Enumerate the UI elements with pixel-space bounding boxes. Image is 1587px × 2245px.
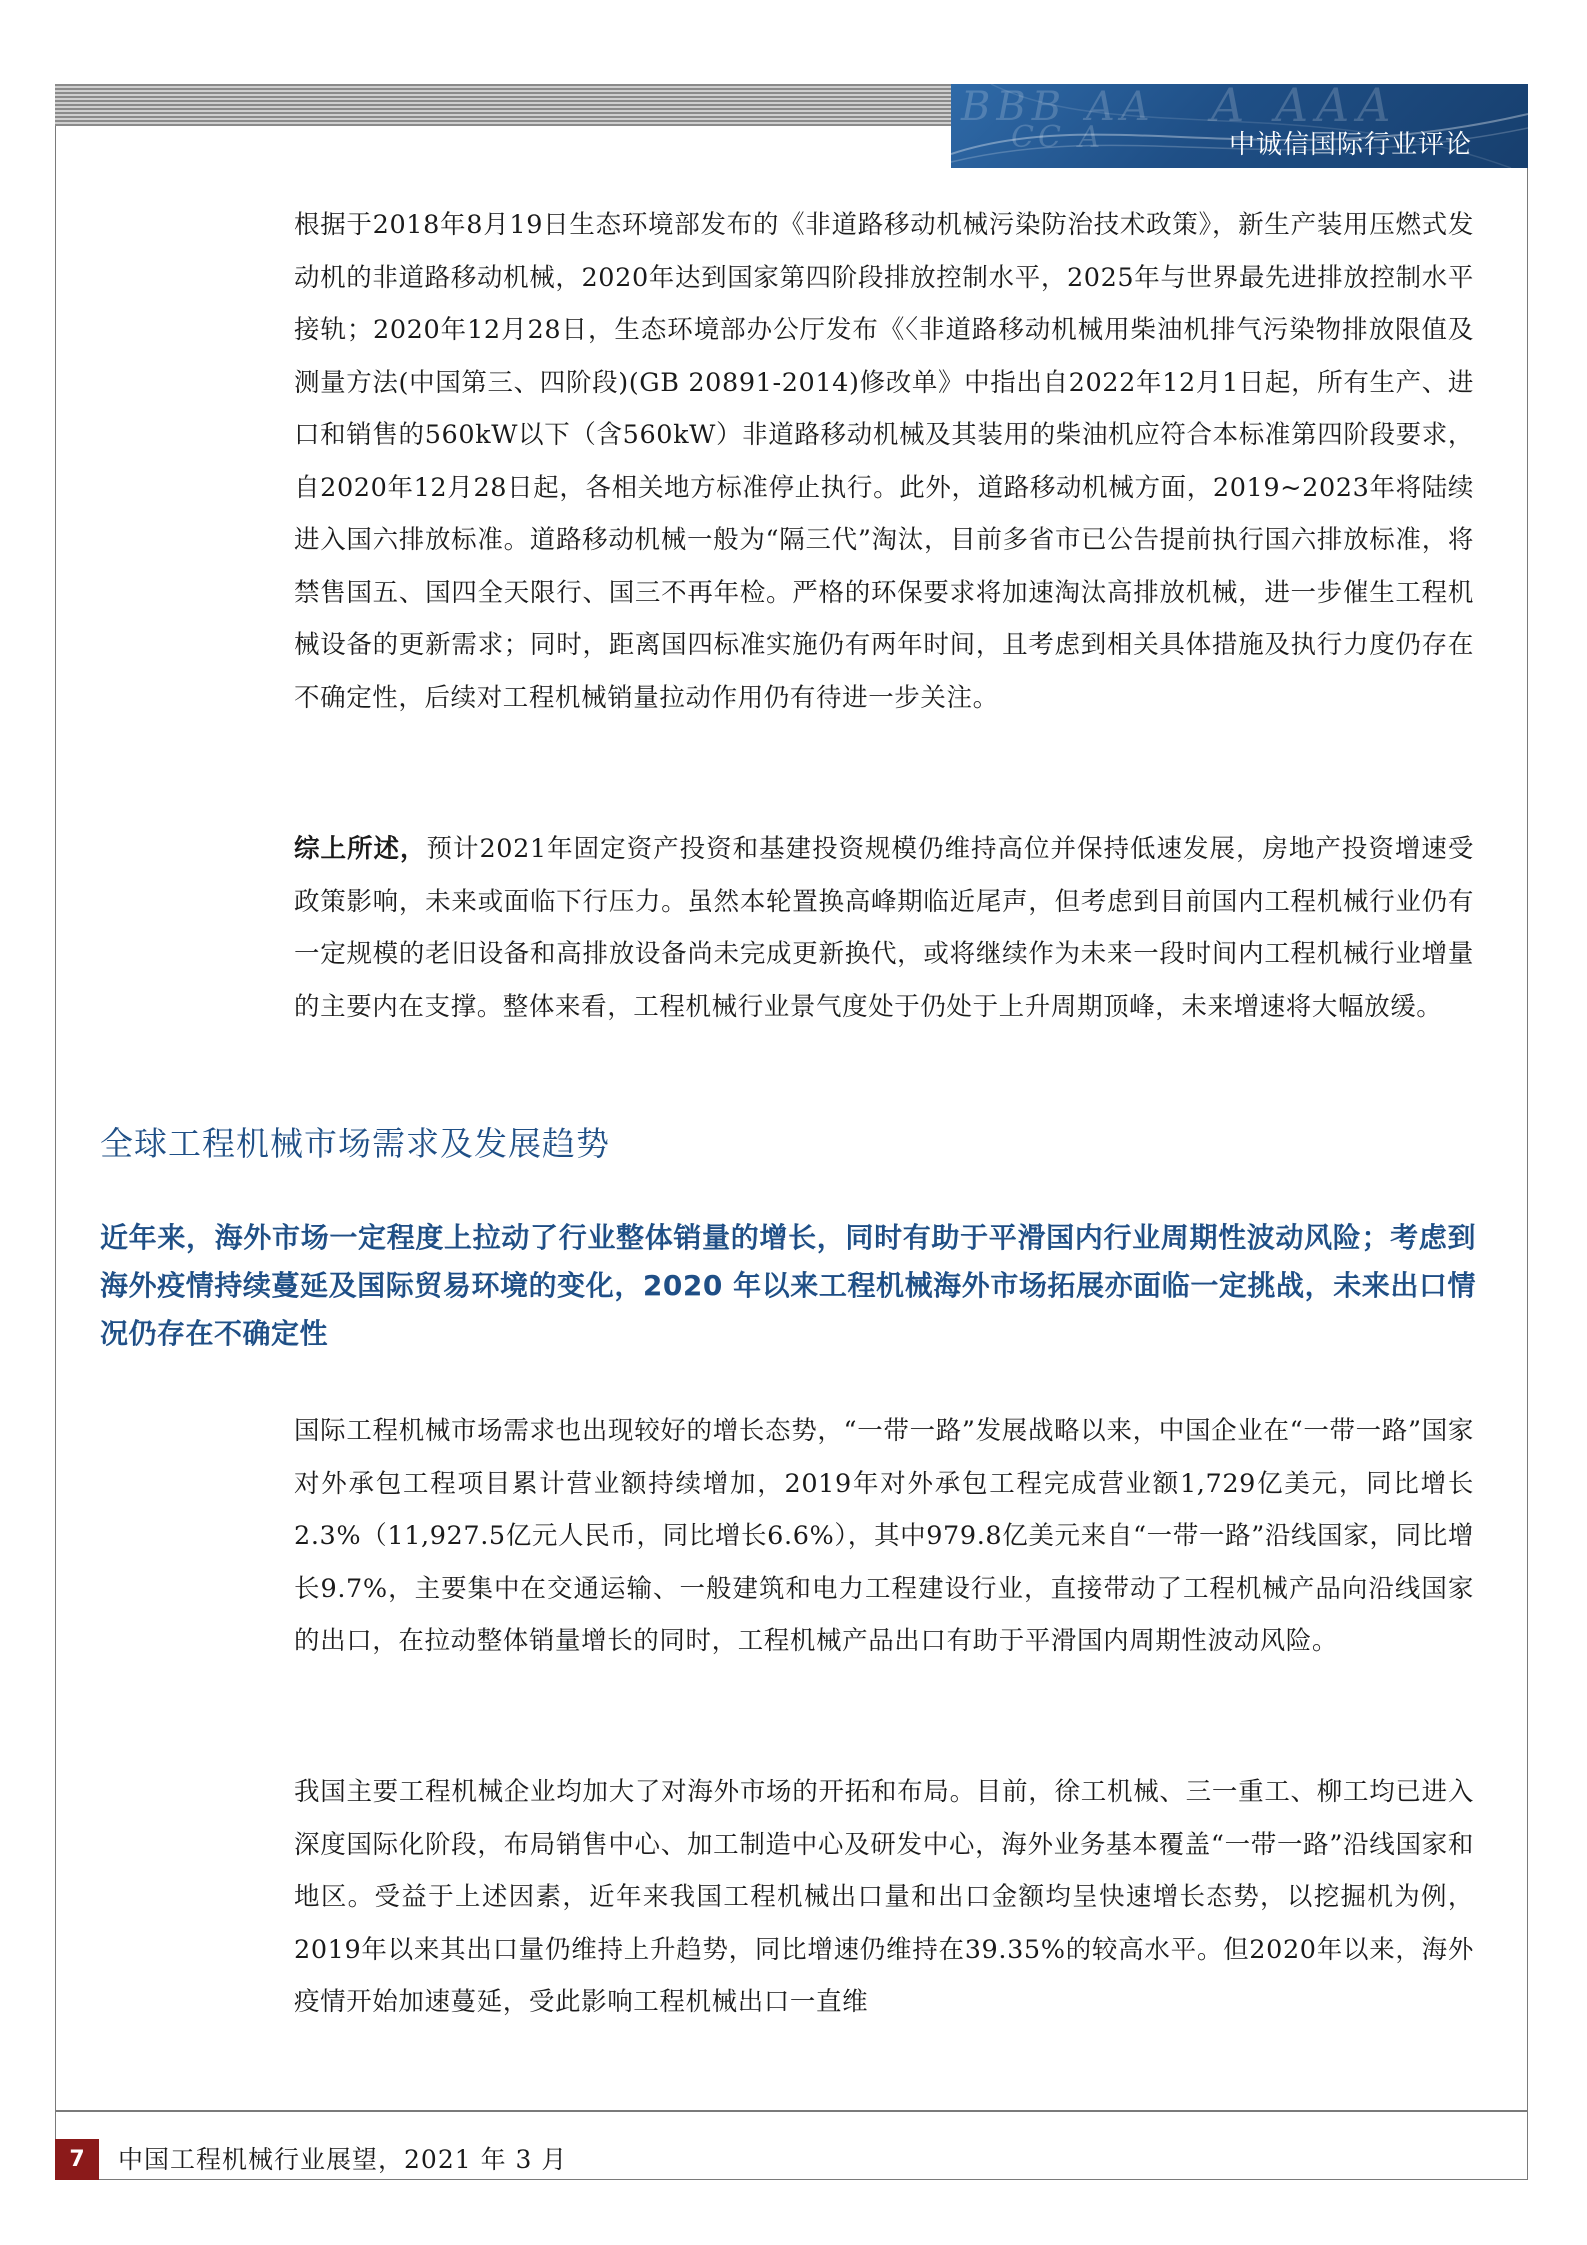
section-subheading: 近年来，海外市场一定程度上拉动了行业整体销量的增长，同时有助于平滑国内行业周期性波动风险；考虑到海外疫情持续蔓延及国际贸易环境的变化，2020 年以来工程机械海外市场拓展亦面临一定挑战，未来出口情况仍存在不确定性 xyxy=(100,1221,1476,1350)
paragraph-overseas-expansion: 我国主要工程机械企业均加大了对海外市场的开拓和布局。目前，徐工机械、三一重工、柳工均已进入深度国际化阶段，布局销售中心、加工制造中心及研发中心，海外业务基本覆盖“一带一路”沿线国家和地区。受益于上述因素，近年来我国工程机械出口量和出口金额均呈快速增长态势，以挖掘机为例，2019年以来其出口量仍维持上升趋势，同比增速仍维持在39.35%的较高水平。但2020年以来，海外疫情开始加速蔓延，受此影响工程机械出口一直维 xyxy=(294,1777,1474,2017)
header-banner xyxy=(951,84,1528,168)
paragraph-summary-lead: 综上所述， xyxy=(294,834,427,864)
paragraph-summary-body: 预计2021年固定资产投资和基建投资规模仍维持高位并保持低速发展，房地产投资增速受政策影响，未来或面临下行压力。虽然本轮置换高峰期临近尾声，但考虑到目前国内工程机械行业仍有一定规模的老旧设备和高排放设备尚未完成更新换代，或将继续作为未来一段时间内工程机械行业增量的主要内在支撑。整体来看，工程机械行业景气度处于仍处于上升周期顶峰，未来增速将大幅放缓。 xyxy=(294,834,1474,1022)
section-heading: 全球工程机械市场需求及发展趋势 xyxy=(100,1124,610,1163)
footer-text: 中国工程机械行业展望，2021 年 3 月 xyxy=(118,2145,568,2174)
paragraph-emissions-policy: 根据于2018年8月19日生态环境部发布的《非道路移动机械污染防治技术政策》，新生产装用压燃式发动机的非道路移动机械，2020年达到国家第四阶段排放控制水平，2025年与世界最先进排放控制水平接轨；2020年12月28日，生态环境部办公厅发布《〈非道路移动机械用柴油机排气污染物排放限值及测量方法(中国第三、四阶段)(GB 20891-2014)修改单》中指出自2022年12月1日起，所有生产、进口和销售的560kW以下（含560kW）非道路移动机械及其装用的柴油机应符合本标准第四阶段要求，自2020年12月28日起，各相关地方标准停止执行。此外，道路移动机械方面，2019~2023年将陆续进入国六排放标准。道路移动机械一般为“隔三代”淘汰，目前多省市已公告提前执行国六排放标准，将禁售国五、国四全天限行、国三不再年检。严格的环保要求将加速淘汰高排放机械，进一步催生工程机械设备的更新需求；同时，距离国四标准实施仍有两年时间，且考虑到相关具体措施及执行力度仍存在不确定性，后续对工程机械销量拉动作用仍有待进一步关注。 xyxy=(294,210,1474,713)
paragraph-summary xyxy=(294,823,1474,1033)
page-number: 7 xyxy=(55,2139,99,2180)
header-stripes xyxy=(55,84,951,126)
footer-divider xyxy=(55,2110,1528,2112)
paragraph-international-demand: 国际工程机械市场需求也出现较好的增长态势，“一带一路”发展战略以来，中国企业在“一带一路”国家对外承包工程项目累计营业额持续增加，2019年对外承包工程完成营业额1,729亿美元，同比增长2.3%（11,927.5亿元人民币，同比增长6.6%），其中979.8亿美元来自“一带一路”沿线国家，同比增长9.7%，主要集中在交通运输、一般建筑和电力工程建设行业，直接带动了工程机械产品向沿线国家的出口，在拉动整体销量增长的同时，工程机械产品出口有助于平滑国内周期性波动风险。 xyxy=(294,1416,1474,1656)
banner-decoration: BBB AA xyxy=(961,84,1156,130)
banner-decoration: A AAA xyxy=(1211,84,1399,132)
header-title: 中诚信国际行业评论 xyxy=(1228,130,1472,160)
banner-decoration: CC A xyxy=(1011,120,1105,155)
